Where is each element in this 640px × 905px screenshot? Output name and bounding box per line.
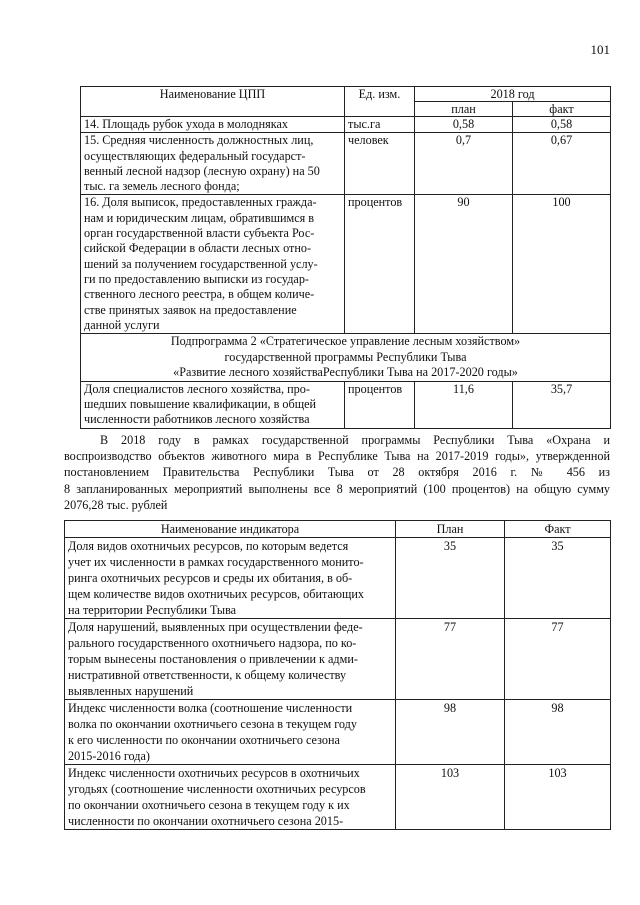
indicator-fact: 77 — [505, 619, 611, 700]
indicator-fact: 35 — [505, 538, 611, 619]
header-fact: факт — [513, 102, 611, 117]
row-name: 14. Площадь рубок ухода в молодняках — [81, 117, 345, 133]
indicator-name: Индекс численности охотничьих ресурсов в охотничьих угодьях (соотношение численности охотничьих ресурсов по окончании охотничьего сезона в текущем году к их численности по окончании охотничьего сезона 2015- — [65, 765, 396, 830]
header-name: Наименование ЦПП — [81, 87, 345, 117]
paragraph-line: постановлением Правительства Республики Тыва от 28 октября 2016 г. № 456 из — [64, 465, 610, 480]
table-row — [65, 538, 611, 619]
row-name: Доля специалистов лесного хозяйства, про- шедших повышение квалификации, в общей численности работников лесного хозяйства — [81, 381, 345, 428]
row-plan: 0,58 — [415, 117, 513, 133]
subprogram-title: Подпрограмма 2 «Стратегическое управление лесным хозяйством» государственной программы Республики Тыва «Развитие лесного хозяйстваРеспублики Тыва на 2017-2020 годы» — [81, 334, 611, 382]
indicator-fact: 103 — [505, 765, 611, 830]
header-indicator: Наименование индикатора — [65, 521, 396, 538]
paragraph-line: воспроизводство объектов животного мира в Республике Тыва на 2017-2019 годы», утвержденной — [64, 449, 610, 464]
row-fact: 100 — [513, 195, 611, 334]
row-name: 15. Средняя численность должностных лиц, осуществляющих федеральный государст- венный лесной надзор (лесную охрану) на 50 тыс. га земель лесного фонда; — [81, 133, 345, 195]
hunting-indicators-table — [64, 520, 611, 830]
page-number: 101 — [590, 42, 610, 57]
row-plan: 90 — [415, 195, 513, 334]
header-unit: Ед. изм. — [345, 87, 415, 117]
header-plan: план — [415, 102, 513, 117]
paragraph-line: В 2018 году в рамках государственной программы Республики Тыва «Охрана и — [100, 433, 610, 447]
row-name: 16. Доля выписок, предоставленных гражда- нам и юридическим лицам, обратившимся в орган государственной власти субъекта Рос- сийской Федерации в области лесных отно- шений за получением государственной услу- ги по предоставлению выписки из государ- ственного лесного реестра, в общем количе- стве принятых заявок на предоставление данной услуги — [81, 195, 345, 334]
indicator-plan: 98 — [396, 700, 505, 765]
paragraph-line: 8 запланированных мероприятий выполнены все 8 мероприятий (100 процентов) на общую сумму — [64, 481, 610, 496]
indicator-plan: 35 — [396, 538, 505, 619]
paragraph-line: 2076,28 тыс. рублей — [64, 497, 168, 512]
row-fact: 0,58 — [513, 117, 611, 133]
indicator-name: Индекс численности волка (соотношение численности волка по окончании охотничьего сезона в текущем году к его численности по окончании охотничьего сезона 2015-2016 года) — [65, 700, 396, 765]
table-row — [65, 765, 611, 830]
table-row — [81, 195, 611, 334]
indicator-fact: 98 — [505, 700, 611, 765]
row-plan: 0,7 — [415, 133, 513, 195]
row-fact: 35,7 — [513, 381, 611, 428]
header-year: 2018 год — [415, 87, 611, 102]
table-row — [65, 619, 611, 700]
row-unit: тыс.га — [345, 117, 415, 133]
header-fact: Факт — [505, 521, 611, 538]
header-plan: План — [396, 521, 505, 538]
row-unit: человек — [345, 133, 415, 195]
table-row — [81, 117, 611, 133]
indicator-name: Доля нарушений, выявленных при осуществлении феде- рального государственного охотничьего надзора, по ко- торым вынесены постановления о привлечении к адми- нистративной ответственности, к общему количеству выявленных нарушений — [65, 619, 396, 700]
indicator-plan: 77 — [396, 619, 505, 700]
row-unit: процентов — [345, 381, 415, 428]
table-row — [81, 381, 611, 428]
forestry-indicators-table — [80, 86, 611, 429]
summary-paragraph — [64, 432, 610, 513]
row-unit: процентов — [345, 195, 415, 334]
row-fact: 0,67 — [513, 133, 611, 195]
table-row — [81, 133, 611, 195]
table-row — [65, 700, 611, 765]
row-plan: 11,6 — [415, 381, 513, 428]
indicator-plan: 103 — [396, 765, 505, 830]
indicator-name: Доля видов охотничьих ресурсов, по которым ведется учет их численности в рамках государственного монито- ринга охотничьих ресурсов и среды их обитания, в об- щем количестве видов охотничьих ресурсов, обитающих на территории Республики Тыва — [65, 538, 396, 619]
